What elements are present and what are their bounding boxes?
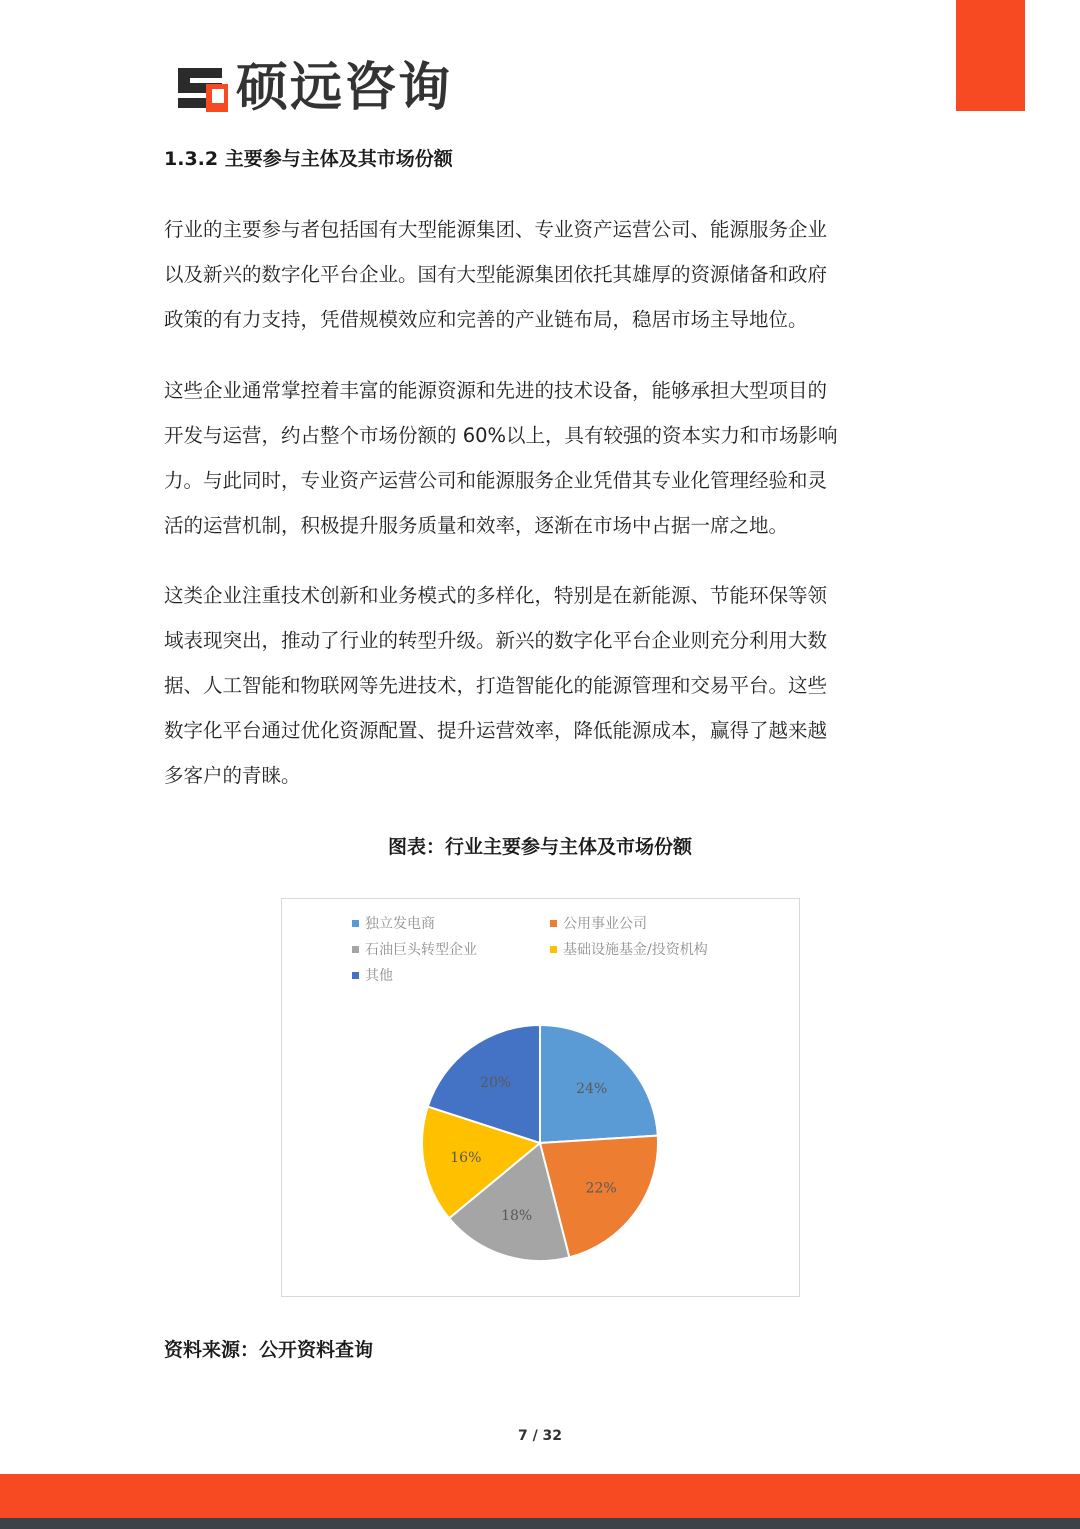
paragraph-line: 据、人工智能和物联网等先进技术，打造智能化的能源管理和交易平台。这些 — [164, 674, 828, 697]
logo-icon — [176, 64, 228, 112]
paragraph-line: 开发与运营，约占整个市场份额的 60%以上，具有较强的资本实力和市场影响 — [164, 424, 838, 447]
legend-label: 基础设施基金/投资机构 — [563, 942, 708, 958]
section-heading: 1.3.2 主要参与主体及其市场份额 — [164, 148, 453, 170]
pie-chart — [282, 899, 799, 1296]
legend-label: 其他 — [365, 968, 393, 984]
paragraph-line: 活的运营机制，积极提升服务质量和效率，逐渐在市场中占据一席之地。 — [164, 514, 789, 537]
paragraph-line: 数字化平台通过优化资源配置、提升运营效率，降低能源成本，赢得了越来越 — [164, 719, 828, 742]
paragraph-line: 这类企业注重技术创新和业务模式的多样化，特别是在新能源、节能环保等领 — [164, 584, 828, 607]
slice-data-label: 22% — [585, 1180, 617, 1197]
chart-caption: 图表：行业主要参与主体及市场份额 — [387, 836, 692, 858]
slice-data-label: 18% — [501, 1207, 533, 1224]
pie-chart-frame — [281, 898, 800, 1297]
legend-label: 独立发电商 — [365, 916, 435, 932]
brand-name: 硕远咨询 — [236, 58, 453, 118]
footer-dark-strip — [0, 1518, 1080, 1529]
legend-label: 公用事业公司 — [563, 916, 647, 932]
footer-accent-bar — [0, 1474, 1080, 1518]
paragraph-line: 行业的主要参与者包括国有大型能源集团、专业资产运营公司、能源服务企业 — [164, 218, 828, 241]
paragraph-1 — [164, 207, 924, 342]
paragraph-2 — [164, 368, 924, 548]
slice-data-label: 20% — [480, 1074, 512, 1091]
paragraph-line: 力。与此同时，专业资产运营公司和能源服务企业凭借其专业化管理经验和灵 — [164, 469, 828, 492]
paragraph-line: 这些企业通常掌控着丰富的能源资源和先进的技术设备，能够承担大型项目的 — [164, 379, 828, 402]
paragraph-line: 以及新兴的数字化平台企业。国有大型能源集团依托其雄厚的资源储备和政府 — [164, 263, 828, 286]
page-number: 7 / 32 — [517, 1428, 563, 1444]
slice-data-label: 16% — [450, 1150, 482, 1167]
paragraph-3 — [164, 573, 924, 798]
slice-data-label: 24% — [576, 1080, 608, 1097]
paragraph-line: 域表现突出，推动了行业的转型升级。新兴的数字化平台企业则充分利用大数 — [164, 629, 828, 652]
paragraph-line: 政策的有力支持，凭借规模效应和完善的产业链布局，稳居市场主导地位。 — [164, 308, 808, 331]
corner-accent-tab — [956, 0, 1025, 111]
legend-label: 石油巨头转型企业 — [365, 942, 477, 958]
data-source-note: 资料来源：公开资料查询 — [164, 1339, 374, 1361]
paragraph-line: 多客户的青睐。 — [164, 764, 301, 787]
brand-logo — [176, 58, 452, 118]
